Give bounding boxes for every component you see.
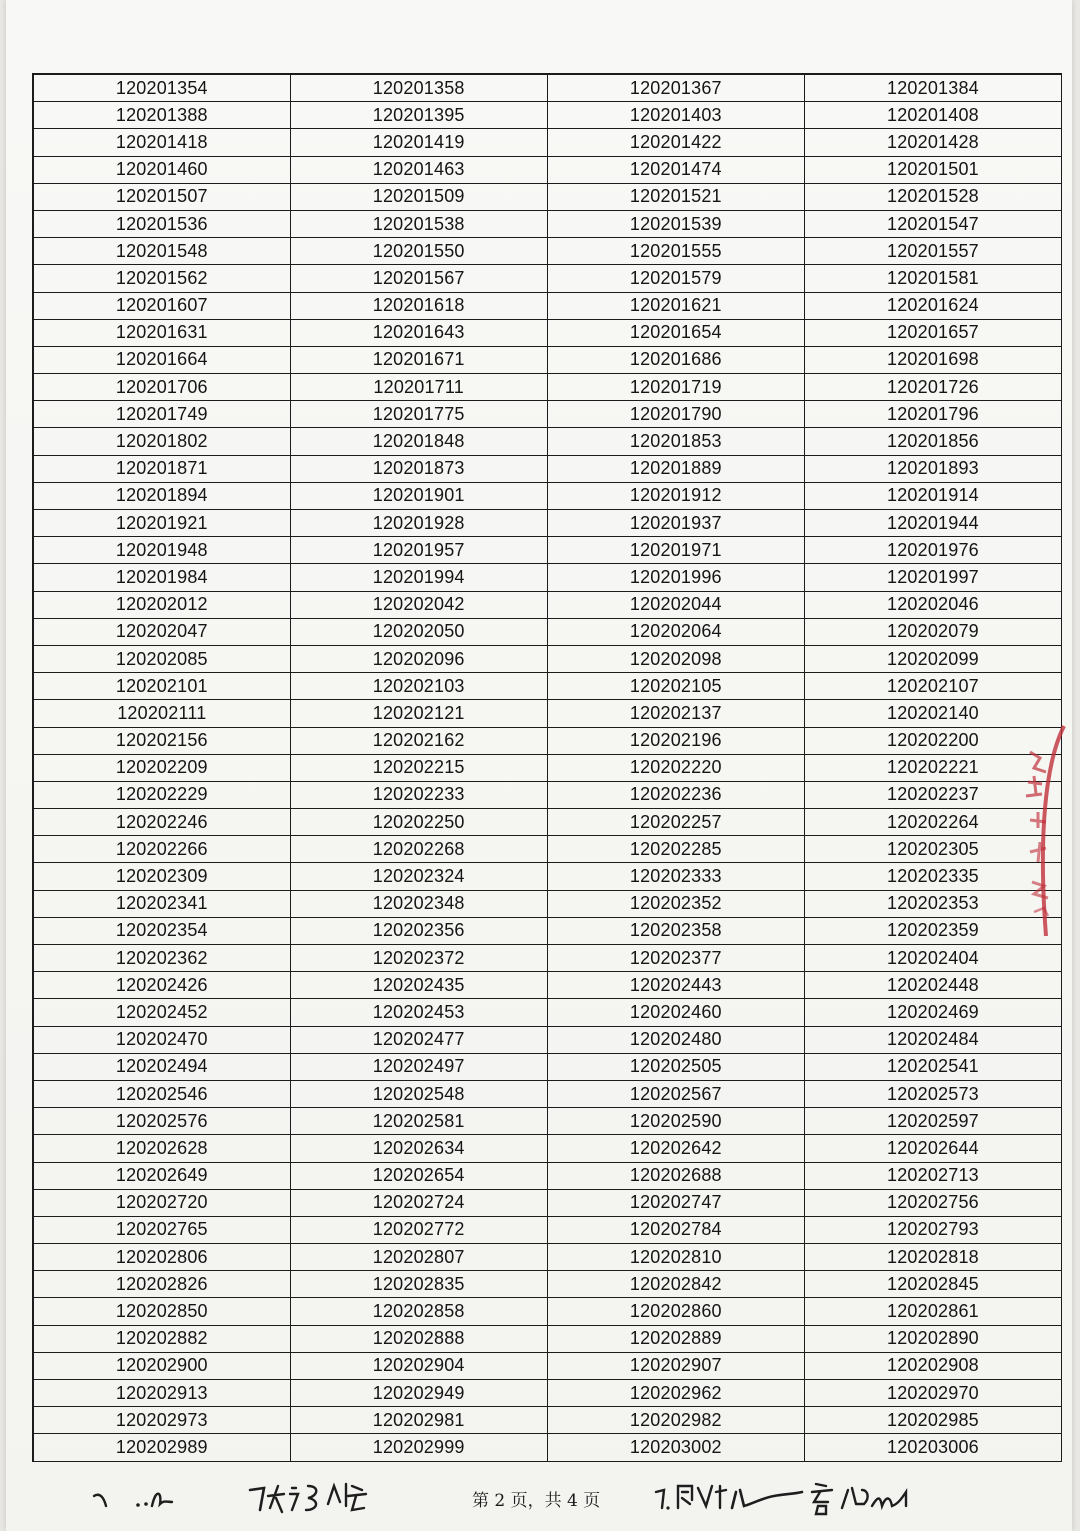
table-cell: 120201521 bbox=[547, 183, 804, 210]
table-cell: 120202047 bbox=[33, 618, 290, 645]
table-cell: 120201538 bbox=[290, 210, 547, 237]
table-cell: 120202949 bbox=[290, 1380, 547, 1407]
table-cell: 120201871 bbox=[33, 455, 290, 482]
table-row bbox=[33, 210, 1062, 237]
table-row bbox=[33, 890, 1062, 917]
table-cell: 120202237 bbox=[804, 781, 1061, 808]
table-cell: 120202372 bbox=[290, 945, 547, 972]
table-cell: 120201671 bbox=[290, 346, 547, 373]
table-cell: 120202209 bbox=[33, 754, 290, 781]
table-row bbox=[33, 238, 1062, 265]
table-cell: 120201706 bbox=[33, 374, 290, 401]
table-cell: 120202842 bbox=[547, 1271, 804, 1298]
table-cell: 120202654 bbox=[290, 1162, 547, 1189]
table-row bbox=[33, 74, 1062, 102]
table-cell: 120201893 bbox=[804, 455, 1061, 482]
table-row bbox=[33, 183, 1062, 210]
table-cell: 120201621 bbox=[547, 292, 804, 319]
table-cell: 120202850 bbox=[33, 1298, 290, 1325]
table-cell: 120201418 bbox=[33, 129, 290, 156]
table-cell: 120202359 bbox=[804, 917, 1061, 944]
table-row bbox=[33, 482, 1062, 509]
table-cell: 120202747 bbox=[547, 1189, 804, 1216]
table-cell: 120202597 bbox=[804, 1108, 1061, 1135]
id-table-container bbox=[32, 73, 1062, 1462]
table-cell: 120201474 bbox=[547, 156, 804, 183]
table-cell: 120201607 bbox=[33, 292, 290, 319]
table-cell: 120201528 bbox=[804, 183, 1061, 210]
table-cell: 120202484 bbox=[804, 1026, 1061, 1053]
table-cell: 120202341 bbox=[33, 890, 290, 917]
table-cell: 120201557 bbox=[804, 238, 1061, 265]
table-row bbox=[33, 917, 1062, 944]
table-cell: 120202107 bbox=[804, 673, 1061, 700]
table-row bbox=[33, 781, 1062, 808]
table-row bbox=[33, 645, 1062, 672]
table-row bbox=[33, 945, 1062, 972]
table-cell: 120201914 bbox=[804, 482, 1061, 509]
table-cell: 120203002 bbox=[547, 1434, 804, 1461]
table-cell: 120201624 bbox=[804, 292, 1061, 319]
table-row bbox=[33, 102, 1062, 129]
table-cell: 120201921 bbox=[33, 510, 290, 537]
table-cell: 120201539 bbox=[547, 210, 804, 237]
table-cell: 120202981 bbox=[290, 1407, 547, 1434]
table-cell: 120202835 bbox=[290, 1271, 547, 1298]
table-cell: 120202085 bbox=[33, 645, 290, 672]
table-cell: 120201937 bbox=[547, 510, 804, 537]
table-cell: 120201984 bbox=[33, 564, 290, 591]
table-row bbox=[33, 618, 1062, 645]
table-cell: 120202756 bbox=[804, 1189, 1061, 1216]
table-cell: 120202772 bbox=[290, 1216, 547, 1243]
table-cell: 120202333 bbox=[547, 863, 804, 890]
table-cell: 120202810 bbox=[547, 1244, 804, 1271]
table-cell: 120202806 bbox=[33, 1244, 290, 1271]
table-row bbox=[33, 673, 1062, 700]
table-cell: 120202469 bbox=[804, 999, 1061, 1026]
page-footer bbox=[6, 1478, 1080, 1518]
table-cell: 120202724 bbox=[290, 1189, 547, 1216]
document-page bbox=[6, 0, 1072, 1531]
table-row bbox=[33, 156, 1062, 183]
table-cell: 120201686 bbox=[547, 346, 804, 373]
table-row bbox=[33, 1080, 1062, 1107]
table-cell: 120201631 bbox=[33, 319, 290, 346]
table-cell: 120202567 bbox=[547, 1080, 804, 1107]
table-cell: 120201948 bbox=[33, 537, 290, 564]
table-cell: 120202448 bbox=[804, 972, 1061, 999]
table-cell: 120202688 bbox=[547, 1162, 804, 1189]
table-cell: 120202220 bbox=[547, 754, 804, 781]
table-cell: 120201873 bbox=[290, 455, 547, 482]
table-cell: 120201796 bbox=[804, 401, 1061, 428]
table-cell: 120201536 bbox=[33, 210, 290, 237]
table-row bbox=[33, 1380, 1062, 1407]
table-cell: 120201901 bbox=[290, 482, 547, 509]
table-cell: 120201643 bbox=[290, 319, 547, 346]
table-cell: 120201664 bbox=[33, 346, 290, 373]
table-cell: 120202900 bbox=[33, 1352, 290, 1379]
table-cell: 120201460 bbox=[33, 156, 290, 183]
table-cell: 120201657 bbox=[804, 319, 1061, 346]
table-cell: 120202233 bbox=[290, 781, 547, 808]
table-cell: 120202257 bbox=[547, 809, 804, 836]
table-cell: 120202354 bbox=[33, 917, 290, 944]
table-cell: 120201971 bbox=[547, 537, 804, 564]
table-cell: 120202765 bbox=[33, 1216, 290, 1243]
table-cell: 120202985 bbox=[804, 1407, 1061, 1434]
table-cell: 120201856 bbox=[804, 428, 1061, 455]
table-row bbox=[33, 537, 1062, 564]
table-cell: 120201581 bbox=[804, 265, 1061, 292]
table-row bbox=[33, 1108, 1062, 1135]
table-row bbox=[33, 1407, 1062, 1434]
table-cell: 120202236 bbox=[547, 781, 804, 808]
table-cell: 120201726 bbox=[804, 374, 1061, 401]
table-row bbox=[33, 1325, 1062, 1352]
table-cell: 120202889 bbox=[547, 1325, 804, 1352]
table-cell: 120202426 bbox=[33, 972, 290, 999]
table-cell: 120202285 bbox=[547, 836, 804, 863]
table-cell: 120202581 bbox=[290, 1108, 547, 1135]
table-cell: 120202649 bbox=[33, 1162, 290, 1189]
table-cell: 120201711 bbox=[290, 374, 547, 401]
table-cell: 120203006 bbox=[804, 1434, 1061, 1461]
table-cell: 120202999 bbox=[290, 1434, 547, 1461]
official-seal-stamp bbox=[1016, 722, 1076, 942]
table-cell: 120201894 bbox=[33, 482, 290, 509]
table-cell: 120201994 bbox=[290, 564, 547, 591]
table-cell: 120202266 bbox=[33, 836, 290, 863]
table-cell: 120201507 bbox=[33, 183, 290, 210]
table-cell: 120201419 bbox=[290, 129, 547, 156]
table-row bbox=[33, 510, 1062, 537]
table-cell: 120202042 bbox=[290, 591, 547, 618]
table-cell: 120202111 bbox=[33, 700, 290, 727]
table-cell: 120202137 bbox=[547, 700, 804, 727]
table-cell: 120202541 bbox=[804, 1053, 1061, 1080]
table-cell: 120202908 bbox=[804, 1352, 1061, 1379]
table-row bbox=[33, 564, 1062, 591]
table-cell: 120201996 bbox=[547, 564, 804, 591]
table-cell: 120202453 bbox=[290, 999, 547, 1026]
table-cell: 120202229 bbox=[33, 781, 290, 808]
table-row bbox=[33, 591, 1062, 618]
table-row bbox=[33, 374, 1062, 401]
table-cell: 120202012 bbox=[33, 591, 290, 618]
table-cell: 120202358 bbox=[547, 917, 804, 944]
table-cell: 120201547 bbox=[804, 210, 1061, 237]
table-cell: 120202590 bbox=[547, 1108, 804, 1135]
table-cell: 120202103 bbox=[290, 673, 547, 700]
table-cell: 120202793 bbox=[804, 1216, 1061, 1243]
table-cell: 120201367 bbox=[547, 74, 804, 102]
table-cell: 120202264 bbox=[804, 809, 1061, 836]
table-cell: 120201550 bbox=[290, 238, 547, 265]
table-cell: 120202046 bbox=[804, 591, 1061, 618]
table-row bbox=[33, 129, 1062, 156]
handwritten-signature-2 bbox=[248, 1478, 376, 1518]
id-number-table bbox=[32, 73, 1062, 1462]
table-cell: 120202807 bbox=[290, 1244, 547, 1271]
table-cell: 120201698 bbox=[804, 346, 1061, 373]
table-row bbox=[33, 1434, 1062, 1461]
table-cell: 120202628 bbox=[33, 1135, 290, 1162]
table-row bbox=[33, 265, 1062, 292]
table-cell: 120202305 bbox=[804, 836, 1061, 863]
table-cell: 120202452 bbox=[33, 999, 290, 1026]
table-row bbox=[33, 401, 1062, 428]
table-cell: 120202861 bbox=[804, 1298, 1061, 1325]
table-cell: 120202356 bbox=[290, 917, 547, 944]
table-cell: 120202858 bbox=[290, 1298, 547, 1325]
table-row bbox=[33, 863, 1062, 890]
table-cell: 120201555 bbox=[547, 238, 804, 265]
table-cell: 120202904 bbox=[290, 1352, 547, 1379]
table-row bbox=[33, 999, 1062, 1026]
table-cell: 120202353 bbox=[804, 890, 1061, 917]
table-cell: 120201501 bbox=[804, 156, 1061, 183]
table-cell: 120202497 bbox=[290, 1053, 547, 1080]
table-cell: 120201853 bbox=[547, 428, 804, 455]
table-row bbox=[33, 1244, 1062, 1271]
table-cell: 120201928 bbox=[290, 510, 547, 537]
table-cell: 120202573 bbox=[804, 1080, 1061, 1107]
table-row bbox=[33, 1189, 1062, 1216]
table-cell: 120202888 bbox=[290, 1325, 547, 1352]
table-cell: 120202096 bbox=[290, 645, 547, 672]
table-cell: 120202196 bbox=[547, 727, 804, 754]
table-cell: 120201408 bbox=[804, 102, 1061, 129]
table-cell: 120202404 bbox=[804, 945, 1061, 972]
table-cell: 120201889 bbox=[547, 455, 804, 482]
table-cell: 120202268 bbox=[290, 836, 547, 863]
table-cell: 120201548 bbox=[33, 238, 290, 265]
table-cell: 120202962 bbox=[547, 1380, 804, 1407]
table-cell: 120202324 bbox=[290, 863, 547, 890]
table-cell: 120201848 bbox=[290, 428, 547, 455]
handwritten-signature-3 bbox=[654, 1478, 804, 1518]
table-cell: 120202642 bbox=[547, 1135, 804, 1162]
table-cell: 120202907 bbox=[547, 1352, 804, 1379]
table-cell: 120202973 bbox=[33, 1407, 290, 1434]
table-cell: 120202162 bbox=[290, 727, 547, 754]
table-cell: 120201719 bbox=[547, 374, 804, 401]
table-cell: 120202845 bbox=[804, 1271, 1061, 1298]
handwritten-signature-4 bbox=[808, 1478, 918, 1518]
id-table-body bbox=[33, 74, 1062, 1461]
table-cell: 120202221 bbox=[804, 754, 1061, 781]
table-cell: 120201749 bbox=[33, 401, 290, 428]
table-row bbox=[33, 1298, 1062, 1325]
table-cell: 120202362 bbox=[33, 945, 290, 972]
table-cell: 120202818 bbox=[804, 1244, 1061, 1271]
table-cell: 120202576 bbox=[33, 1108, 290, 1135]
table-cell: 120201944 bbox=[804, 510, 1061, 537]
table-cell: 120201579 bbox=[547, 265, 804, 292]
table-cell: 120201957 bbox=[290, 537, 547, 564]
table-cell: 120201997 bbox=[804, 564, 1061, 591]
table-row bbox=[33, 1352, 1062, 1379]
table-cell: 120202982 bbox=[547, 1407, 804, 1434]
table-cell: 120201509 bbox=[290, 183, 547, 210]
table-cell: 120201802 bbox=[33, 428, 290, 455]
table-cell: 120202121 bbox=[290, 700, 547, 727]
table-row bbox=[33, 292, 1062, 319]
table-cell: 120201654 bbox=[547, 319, 804, 346]
handwritten-signature-1 bbox=[90, 1478, 200, 1518]
table-cell: 120202494 bbox=[33, 1053, 290, 1080]
table-cell: 120202099 bbox=[804, 645, 1061, 672]
table-row bbox=[33, 1216, 1062, 1243]
table-cell: 120202348 bbox=[290, 890, 547, 917]
table-row bbox=[33, 346, 1062, 373]
table-cell: 120202250 bbox=[290, 809, 547, 836]
table-cell: 120202050 bbox=[290, 618, 547, 645]
table-cell: 120202101 bbox=[33, 673, 290, 700]
table-row bbox=[33, 319, 1062, 346]
table-cell: 120202352 bbox=[547, 890, 804, 917]
table-cell: 120202098 bbox=[547, 645, 804, 672]
table-row bbox=[33, 972, 1062, 999]
table-cell: 120202913 bbox=[33, 1380, 290, 1407]
table-row bbox=[33, 455, 1062, 482]
table-cell: 120201422 bbox=[547, 129, 804, 156]
table-row bbox=[33, 727, 1062, 754]
table-cell: 120201618 bbox=[290, 292, 547, 319]
table-cell: 120202246 bbox=[33, 809, 290, 836]
table-row bbox=[33, 1053, 1062, 1080]
table-cell: 120202970 bbox=[804, 1380, 1061, 1407]
table-cell: 120201567 bbox=[290, 265, 547, 292]
table-cell: 120202860 bbox=[547, 1298, 804, 1325]
table-cell: 120201358 bbox=[290, 74, 547, 102]
page-number-label: 第 2 页，共 4 页 bbox=[472, 1491, 601, 1511]
table-cell: 120201775 bbox=[290, 401, 547, 428]
table-cell: 120202720 bbox=[33, 1189, 290, 1216]
table-row bbox=[33, 1135, 1062, 1162]
table-row bbox=[33, 754, 1062, 781]
table-cell: 120202377 bbox=[547, 945, 804, 972]
table-cell: 120201388 bbox=[33, 102, 290, 129]
table-cell: 120202079 bbox=[804, 618, 1061, 645]
table-cell: 120201403 bbox=[547, 102, 804, 129]
table-cell: 120202215 bbox=[290, 754, 547, 781]
table-cell: 120202470 bbox=[33, 1026, 290, 1053]
table-row bbox=[33, 809, 1062, 836]
table-cell: 120202335 bbox=[804, 863, 1061, 890]
table-cell: 120201354 bbox=[33, 74, 290, 102]
table-cell: 120201395 bbox=[290, 102, 547, 129]
table-cell: 120202156 bbox=[33, 727, 290, 754]
table-row bbox=[33, 1162, 1062, 1189]
table-cell: 120201463 bbox=[290, 156, 547, 183]
table-cell: 120202989 bbox=[33, 1434, 290, 1461]
table-cell: 120202460 bbox=[547, 999, 804, 1026]
table-cell: 120202140 bbox=[804, 700, 1061, 727]
table-row bbox=[33, 428, 1062, 455]
table-cell: 120202634 bbox=[290, 1135, 547, 1162]
table-cell: 120202826 bbox=[33, 1271, 290, 1298]
table-cell: 120202435 bbox=[290, 972, 547, 999]
table-cell: 120202443 bbox=[547, 972, 804, 999]
table-cell: 120202644 bbox=[804, 1135, 1061, 1162]
table-row bbox=[33, 700, 1062, 727]
table-cell: 120202044 bbox=[547, 591, 804, 618]
table-cell: 120202480 bbox=[547, 1026, 804, 1053]
table-row bbox=[33, 836, 1062, 863]
table-cell: 120202105 bbox=[547, 673, 804, 700]
table-cell: 120201562 bbox=[33, 265, 290, 292]
table-cell: 120202505 bbox=[547, 1053, 804, 1080]
table-cell: 120202882 bbox=[33, 1325, 290, 1352]
table-cell: 120201912 bbox=[547, 482, 804, 509]
table-cell: 120202548 bbox=[290, 1080, 547, 1107]
table-cell: 120202546 bbox=[33, 1080, 290, 1107]
table-cell: 120202064 bbox=[547, 618, 804, 645]
table-cell: 120201384 bbox=[804, 74, 1061, 102]
table-row bbox=[33, 1271, 1062, 1298]
table-row bbox=[33, 1026, 1062, 1053]
table-cell: 120202309 bbox=[33, 863, 290, 890]
table-cell: 120202784 bbox=[547, 1216, 804, 1243]
table-cell: 120201976 bbox=[804, 537, 1061, 564]
table-cell: 120201790 bbox=[547, 401, 804, 428]
table-cell: 120201428 bbox=[804, 129, 1061, 156]
table-cell: 120202200 bbox=[804, 727, 1061, 754]
table-cell: 120202713 bbox=[804, 1162, 1061, 1189]
table-cell: 120202890 bbox=[804, 1325, 1061, 1352]
table-cell: 120202477 bbox=[290, 1026, 547, 1053]
